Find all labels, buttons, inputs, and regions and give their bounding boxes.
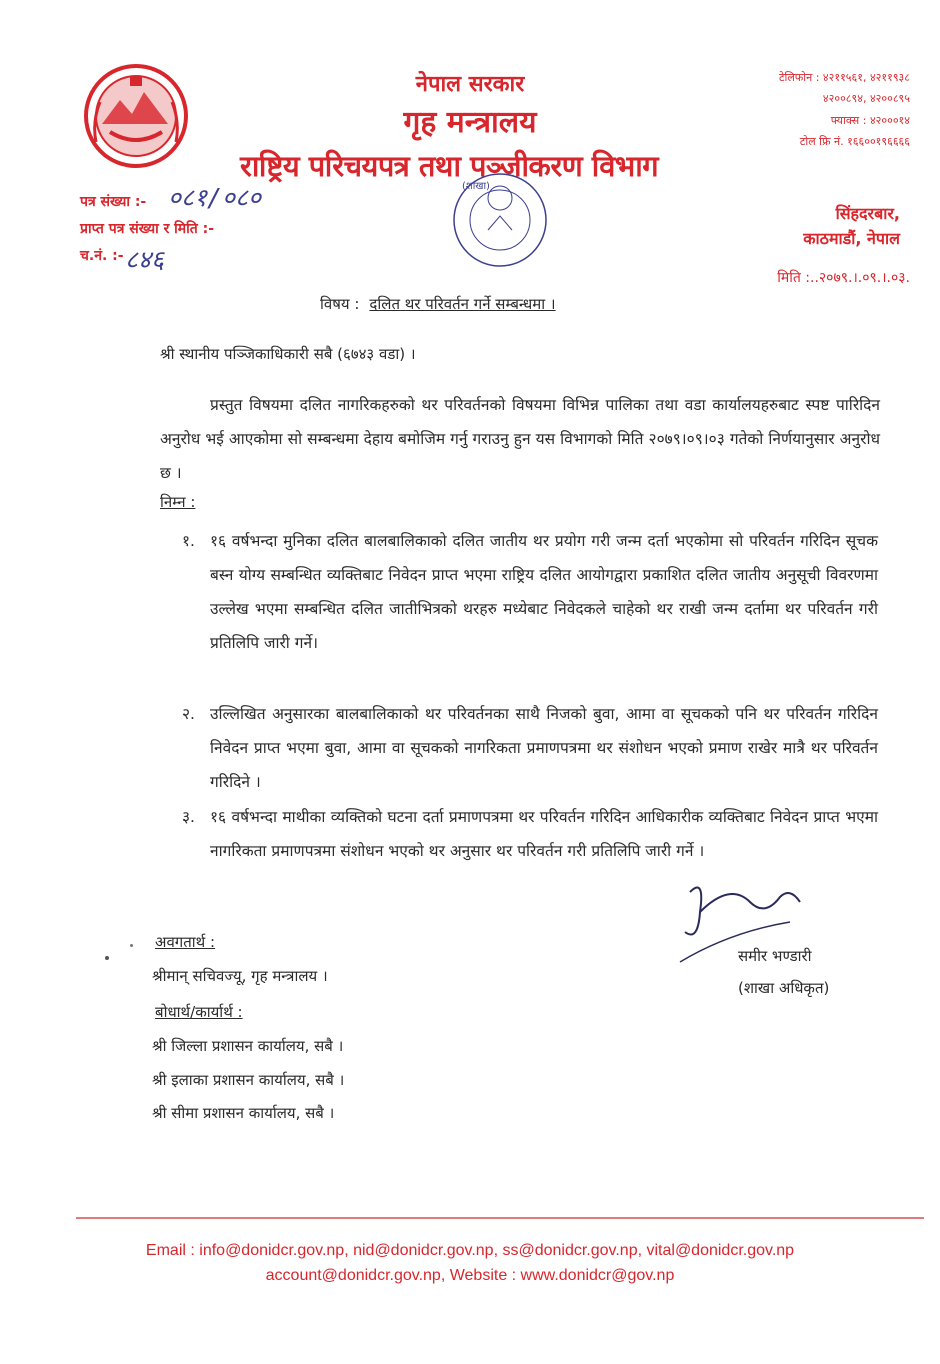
contact-tollfree: टोल फ्रि नं. १६६००१९६६६६ — [799, 135, 910, 148]
letter-number-value: ०८१/०८० — [168, 183, 262, 212]
signatory-name: समीर भण्डारी — [738, 947, 812, 965]
action-recipient: श्री जिल्ला प्रशासन कार्यालय, सबै । — [152, 1037, 344, 1055]
list-item — [182, 697, 878, 799]
intro-paragraph: प्रस्तुत विषयमा दलित नागरिकहरुको थर परिवर्तनको विषयमा विभिन्न पालिका तथा वडा कार्यालयहरुबाट स्पष्ट पारिदिन अनुरोध भई आएकोमा सो सम्बन्धमा देहाय बमोजिम गर्नु गराउनु हुन यस विभागको मिति २०७९।०९।०३ गतेको निर्णयानुसार अनुरोध छ । — [160, 396, 880, 482]
signatory-title: (शाखा अधिकृत) — [738, 979, 830, 997]
ministry-title: गृह मन्त्रालय — [403, 105, 537, 140]
list-item-number: १. — [182, 532, 195, 550]
dispatch-number-label: च.नं. :- — [80, 248, 124, 264]
subject-text: दलित थर परिवर्तन गर्ने सम्बन्धमा । — [369, 295, 556, 313]
letter-date: मिति :..२०७९.।.०९.।.०३. — [777, 270, 910, 286]
subject-line — [320, 294, 556, 314]
list-item — [182, 800, 878, 868]
seal-label: (शाखा) — [462, 181, 490, 192]
office-seal-icon — [430, 168, 570, 268]
footer-emails: Email : info@donidcr.gov.np, nid@donidcr.gov.np, ss@donidcr.gov.np, vital@donidcr.gov.np — [145, 1242, 795, 1259]
action-recipient: श्री सीमा प्रशासन कार्यालय, सबै । — [152, 1104, 335, 1122]
mark-dot — [105, 956, 109, 960]
department-title: राष्ट्रिय परिचयपत्र तथा पञ्जीकरण विभाग — [240, 149, 659, 183]
list-item — [182, 524, 878, 660]
contact-phone: टेलिफोन : ४२११५६१, ४२११९३८ — [778, 71, 910, 84]
list-item-text: १६ वर्षभन्दा माथीका व्यक्तिको घटना दर्ता प्रमाणपत्रमा थर परिवर्तन गरिदिन आधिकारीक व्यक्तिबाट निवेदन प्राप्त भएमा नागरिकता प्रमाणपत्रमा संशोधन भएको थर अनुसार थर परिवर्तन गरी प्रतिलिपि जारी गर्ने । — [210, 808, 878, 860]
subject-label: विषय : — [320, 295, 360, 313]
contact-phone-2: ४२००८९४, ४२००८९५ — [822, 92, 910, 105]
address-line-2: काठमाडौं, नेपाल — [803, 229, 900, 248]
mark-dot — [130, 944, 133, 947]
list-item-text: १६ वर्षभन्दा मुनिका दलित बालबालिकाको दलित जातीय थर प्रयोग गरी जन्म दर्ता भएकोमा सो परिवर्तन गरिदिन सूचक बस्न योग्य सम्बन्धित व्यक्तिबाट निवेदन प्राप्त भएमा राष्ट्रिय दलित आयोगद्वारा प्रकाशित दलित जातीय अनुसूची विवरणमा उल्लेख भएमा सम्बन्धित दलित जातीभित्रको थरहरु मध्येबाट निवेदकले चाहेको थर राखी जन्म दर्तामा थर परिवर्तन गरी प्रतिलिपि जारी गर्ने। — [210, 532, 878, 652]
list-item-text: उल्लिखित अनुसारका बालबालिकाको थर परिवर्तनका साथै निजको बुवा, आमा वा सूचकको पनि थर परिवर्तन गरिदिन निवेदन प्राप्त भएमा बुवा, आमा वा सूचकको नागरिकता प्रमाणपत्रमा थर संशोधन भएको प्रमाण राखेर मात्रै थर परिवर्तन गरिदिने । — [210, 705, 878, 791]
footer-website: account@donidcr.gov.np, Website : www.donidcr@gov.np — [265, 1267, 675, 1284]
info-recipient: श्रीमान् सचिवज्यू, गृह मन्त्रालय । — [152, 967, 328, 985]
list-item-number: २. — [182, 705, 195, 723]
address-line-1: सिंहदरबार, — [835, 204, 900, 223]
list-heading: निम्न : — [160, 493, 196, 511]
action-heading: बोधार्थ/कार्यार्थ : — [155, 1003, 243, 1021]
letter-number-label: पत्र संख्या :- — [80, 194, 147, 210]
list-item-number: ३. — [182, 808, 195, 826]
received-letter-label: प्राप्त पत्र संख्या र मिति :- — [80, 221, 215, 237]
info-heading: अवगतार्थ : — [155, 933, 216, 951]
government-title: नेपाल सरकार — [415, 72, 525, 97]
footer-divider — [76, 1217, 924, 1219]
dispatch-number-value: ८४६ — [125, 245, 165, 274]
contact-fax: फ्याक्स : ४२०००१४ — [830, 114, 910, 127]
action-recipient: श्री इलाका प्रशासन कार्यालय, सबै । — [152, 1071, 345, 1089]
addressee: श्री स्थानीय पञ्जिकाधिकारी सबै (६७४३ वडा) । — [160, 345, 416, 363]
